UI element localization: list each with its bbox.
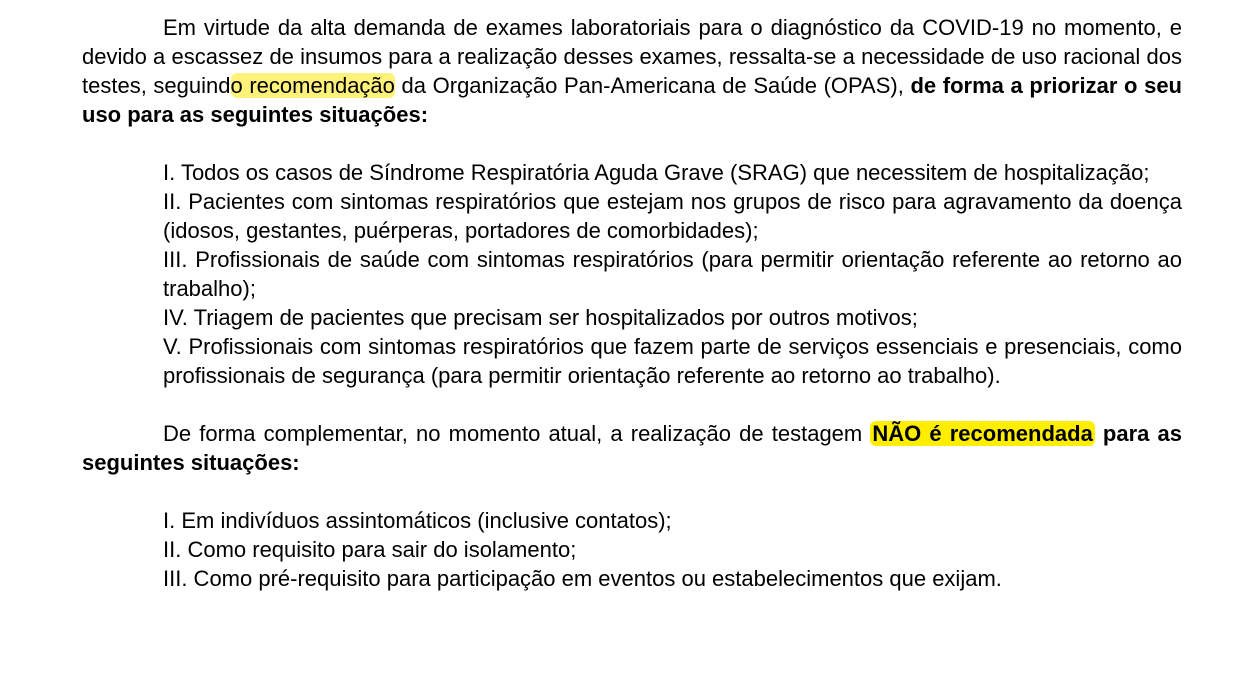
list-item: IV. Triagem de pacientes que precisam ser hospitalizados por outros motivos; — [163, 305, 918, 330]
complement-highlight: NÃO é recomendada — [872, 421, 1093, 446]
intro-text-continued: da Organização Pan-Americana de Saúde (OPAS), — [394, 73, 911, 98]
intro-text: Em virtude da alta demanda de exames laboratoriais para o diagnóstico da COVID-19 no momento, e devido a escassez de insumos para a realização desses exames, ressalta-se a necessidade de uso racional dos testes, seguind — [82, 15, 1182, 98]
intro-highlight: o recomendação — [230, 73, 395, 98]
list-item: I. Em indivíduos assintomáticos (inclusive contatos); — [163, 508, 672, 533]
list-item: I. Todos os casos de Síndrome Respiratória Aguda Grave (SRAG) que necessitem de hospitalização; — [163, 160, 1150, 185]
priority-list — [163, 158, 1182, 390]
list-item: II. Como requisito para sair do isolamento; — [163, 537, 577, 562]
list-item: V. Profissionais com sintomas respiratórios que fazem parte de serviços essenciais e presenciais, como profissionais de segurança (para permitir orientação referente ao retorno ao trabalho). — [163, 334, 1182, 388]
intro-paragraph — [82, 13, 1182, 129]
list-item: III. Como pré-requisito para participação em eventos ou estabelecimentos que exijam. — [163, 566, 1002, 591]
list-item: III. Profissionais de saúde com sintomas respiratórios (para permitir orientação referente ao retorno ao trabalho); — [163, 247, 1182, 301]
paragraph-gap — [82, 390, 1182, 419]
document-page — [82, 13, 1182, 593]
intro-bold-text: de forma a priorizar o seu uso para as seguintes situações: — [82, 73, 1182, 127]
not-recommended-list — [163, 506, 1182, 593]
list-item: II. Pacientes com sintomas respiratórios que estejam nos grupos de risco para agravamento da doença (idosos, gestantes, puérperas, portadores de comorbidades); — [163, 189, 1182, 243]
complement-text: De forma complementar, no momento atual, a realização de testagem — [163, 421, 871, 446]
complement-bold-text: para as seguintes situações: — [82, 421, 1183, 475]
complement-paragraph — [82, 419, 1182, 477]
